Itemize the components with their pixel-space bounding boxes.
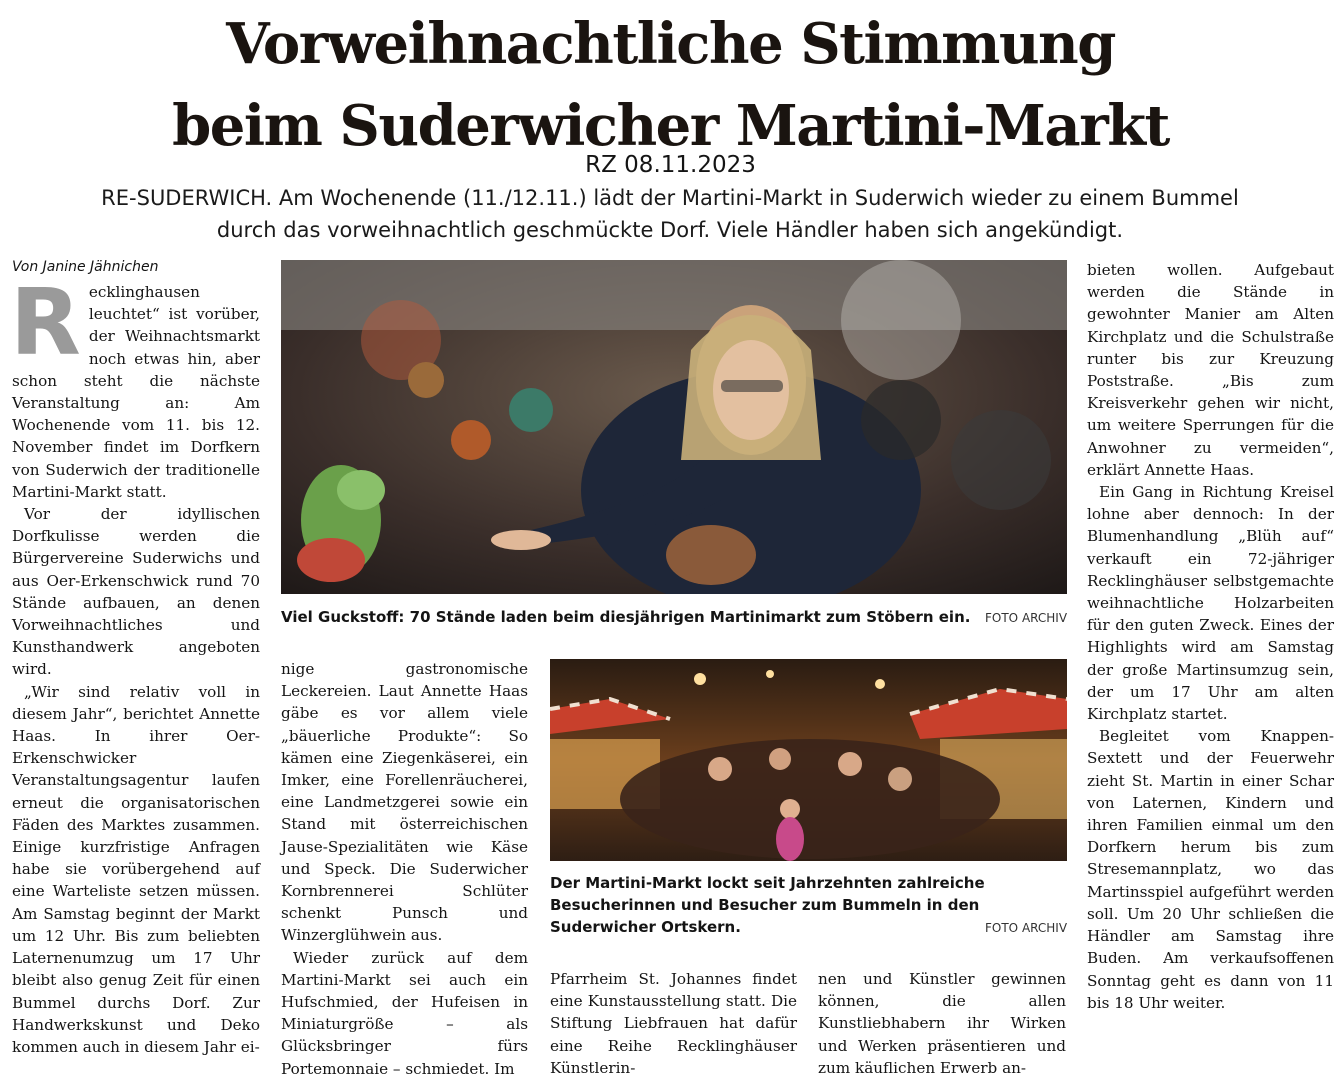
paragraph: nige gastronomische Leckereien. Laut Annette Haas gäbe es vor allem viele „bäuerliche Produkte“: So kämen eine Ziegenkäserei, ein Imker, eine Forellenräucherei, eine Landmetzgerei sowie ein Stand mit österreichischen Jause-Spezialitäten wie Käse und Speck. Die Suderwicher Kornbrennerei Schlüter schenkt Punsch und Winzerglühwein aus. [281, 660, 528, 945]
paragraph: Wieder zurück auf dem Martini-Markt sei auch ein Hufschmied, der Hufeisen in Miniaturgröße – als Glücksbringer fürs Portemonnaie – schmiedet. Im [281, 948, 528, 1078]
paragraph: bieten wollen. Aufgebaut werden die Stände in gewohnter Manier am Alten Kirchplatz und die Schulstraße runter bis zur Kreuzung Poststraße. „Bis zum Kreisverkehr gehen wir nicht, um weitere Sperrungen für die Anwohner zu vermeiden“, erklärt Annette Haas. [1087, 261, 1334, 479]
article-column-3 [550, 968, 797, 1079]
market-crowd-photo [550, 659, 1067, 861]
market-stall-photo [281, 260, 1067, 594]
paragraph: ecklinghausen leuchtet“ ist vorüber, der Weihnachtsmarkt noch etwas hin, aber schon steht die nächste Veranstaltung an: Am Wochenende vom 11. bis 12. November findet im Dorfkern von Suderwich der traditionelle Martini-Markt statt. [12, 283, 260, 501]
intro-text [30, 182, 1310, 246]
article-column-4 [818, 968, 1066, 1079]
dropcap: R [10, 269, 81, 376]
photo-2-caption: Der Martini-Markt lockt seit Jahrzehnten zahlreiche Besucherinnen und Besucher zum Bummeln in den Suderwicher Ortskern. [550, 874, 985, 936]
photo-1-credit: FOTO ARCHIV [985, 611, 1068, 625]
intro-line-2: durch das vorweihnachtlich geschmückte Dorf. Viele Händler haben sich angekündigt. [216, 218, 1124, 242]
article-column-1 [10, 269, 260, 1058]
photo-2-credit: FOTO ARCHIV [985, 921, 1068, 935]
article-column-5 [1087, 259, 1334, 1014]
photo-1-caption: Viel Guckstoff: 70 Stände laden beim diesjährigen Martinimarkt zum Stöbern ein. [281, 608, 971, 626]
intro-line-1: RE-SUDERWICH. Am Wochenende (11./12.11.) lädt der Martini-Markt in Suderwich wieder zu einem Bummel [101, 186, 1239, 210]
headline-line-1: Vorweihnachtliche Stimmung [226, 11, 1115, 77]
headline-line-2: beim Suderwicher Martini-Markt [172, 93, 1169, 159]
paragraph: Vor der idyllischen Dorfkulisse werden die Bürgervereine Suderwichs und aus Oer-Erkenschwick rund 70 Stände aufbauen, an denen Vorweihnachtliches und Kunsthandwerk angeboten wird. [12, 505, 260, 679]
paragraph: „Wir sind relativ voll in diesem Jahr“, berichtet Annette Haas. In ihrer Oer-Erkenschwicker Veranstaltungsagentur laufen erneut die organisatorischen Fäden des Marktes zusammen. Einige kurzfristige Anfragen habe sie vorübergehend auf eine Warteliste setzen müssen. Am Samstag beginnt der Markt um 12 Uhr. Bis zum beliebten Laternenumzug um 17 Uhr bleibt also genug Zeit für einen Bummel durchs Dorf. Zur Handwerkskunst und Deko kommen auch in diesem Jahr ei- [12, 682, 260, 1056]
article-column-2 [281, 658, 528, 1080]
byline: Von Janine Jähnichen [12, 259, 159, 275]
date-line: RZ 08.11.2023 [585, 152, 756, 178]
paragraph: Pfarrheim St. Johannes findet eine Kunstausstellung statt. Die Stiftung Liebfrauen hat dafür eine Reihe Recklinghäuser Künstlerin- [550, 970, 797, 1077]
paragraph: Begleitet vom Knappen-Sextett und der Feuerwehr zieht St. Martin in einer Schar von Laternen, Kindern und ihren Familien einmal um den Dorfkern herum bis zum Stresemannplatz, wo das Martinsspiel aufgeführt werden soll. Um 20 Uhr schließen die Händler am Samstag ihre Buden. Am verkaufsoffenen Sonntag geht es dann von 11 bis 18 Uhr weiter. [1087, 727, 1334, 1012]
paragraph: Ein Gang in Richtung Kreisel lohne aber dennoch: In der Blumenhandlung „Blüh auf“ verkauft ein 72-jähriger Recklinghäuser selbstgemachte weihnachtliche Holzarbeiten für den guten Zweck. Eines der Highlights wird am Samstag der große Martinsumzug sein, der um 17 Uhr am alten Kirchplatz startet. [1087, 483, 1334, 724]
paragraph: nen und Künstler gewinnen können, die allen Kunstliebhabern ihr Wirken und Werken präsentieren und zum käuflichen Erwerb an- [818, 970, 1066, 1077]
